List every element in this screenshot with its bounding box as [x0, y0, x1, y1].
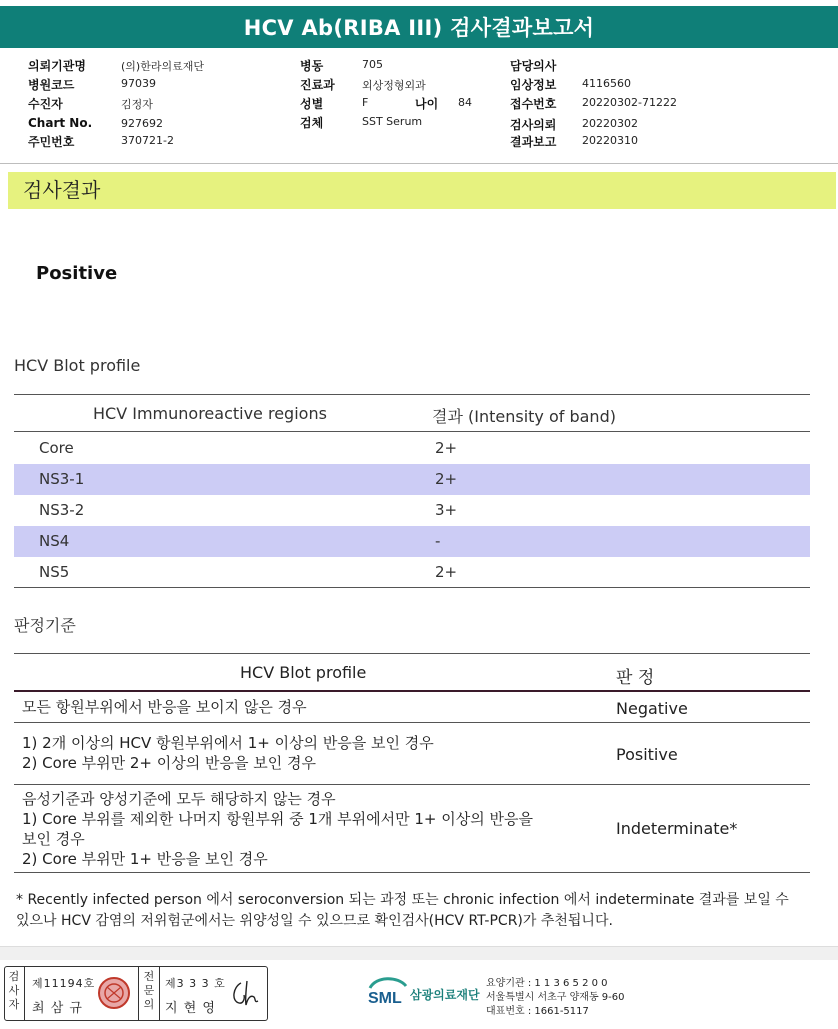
receipt-value: 20220302-71222	[582, 96, 677, 109]
result-section-banner: 검사결과	[8, 172, 836, 209]
chart-no-value: 927692	[121, 117, 163, 130]
doctor-label: 담당의사	[510, 59, 557, 73]
footer-divider	[0, 946, 838, 960]
dept-label: 진료과	[300, 78, 335, 92]
region-cell: NS5	[39, 563, 70, 581]
confirm-label: 전문의	[143, 970, 155, 1011]
specimen-value: SST Serum	[362, 115, 423, 128]
report-title: HCV Ab(RIBA III) 검사결과보고서	[0, 6, 838, 48]
criteria-line: 2) Core 부위만 2+ 이상의 반응을 보인 경우	[22, 754, 316, 772]
blot-profile-table	[14, 394, 810, 590]
confirm-name: 지 현 영	[165, 1001, 216, 1016]
examiner-seal-icon	[97, 975, 131, 1011]
hospital-code-value: 97039	[121, 77, 156, 90]
age-value: 84	[458, 96, 472, 109]
footnote	[16, 890, 816, 932]
report-date-value: 20220310	[582, 134, 638, 147]
request-date-label: 검사의뢰	[510, 118, 557, 132]
judgement-cell: Negative	[616, 699, 688, 718]
resident-no-label: 주민번호	[28, 135, 75, 149]
criteria-line: 1) Core 부위를 제외한 나머지 항원부위 중 1개 부위에서만 1+ 이상의 반응을	[22, 810, 533, 828]
blot-profile-title: HCV Blot profile	[14, 356, 141, 375]
handwritten-signature-icon	[227, 977, 263, 1011]
table-row	[14, 495, 810, 526]
table-row	[14, 526, 810, 557]
table-divider	[14, 690, 810, 692]
criteria-title: 판정기준	[14, 616, 76, 635]
specimen-label: 검체	[300, 116, 324, 130]
institution-label: 의뢰기관명	[28, 59, 86, 73]
divider	[138, 967, 139, 1020]
criteria-col-judgement: 판 정	[616, 668, 655, 688]
region-cell: NS3-2	[39, 501, 85, 519]
chart-no-label: Chart No.	[28, 116, 93, 130]
intensity-cell: 2+	[435, 563, 458, 581]
sml-logo-icon	[366, 972, 410, 1014]
table-row	[14, 433, 810, 464]
criteria-table	[14, 653, 810, 873]
age-label: 나이	[415, 97, 439, 111]
table-divider	[14, 872, 810, 873]
signature-box	[4, 966, 268, 1021]
report-date-label: 결과보고	[510, 135, 557, 149]
region-cell: Core	[39, 439, 74, 457]
judgement-cell: Positive	[616, 745, 678, 764]
request-date-value: 20220302	[582, 117, 638, 130]
result-value: Positive	[36, 263, 118, 284]
table-divider	[14, 653, 810, 654]
intensity-cell: 2+	[435, 439, 458, 457]
criteria-line: 1) 2개 이상의 HCV 항원부위에서 1+ 이상의 반응을 보인 경우	[22, 734, 434, 752]
ward-label: 병동	[300, 59, 324, 73]
criteria-col-profile: HCV Blot profile	[240, 663, 367, 682]
table-divider	[14, 784, 810, 785]
region-cell: NS3-1	[39, 470, 85, 488]
region-cell: NS4	[39, 532, 70, 550]
divider	[159, 967, 160, 1020]
divider	[24, 967, 25, 1020]
examiner-name: 최 삼 규	[32, 1001, 83, 1016]
institution-value: (의)한라의료재단	[121, 60, 204, 73]
footnote-line: * Recently infected person 에서 seroconversion 되는 과정 또는 chronic infection 에서 indeterminate 결과를 보일 수	[16, 892, 789, 908]
org-name: 삼광의료재단	[410, 988, 480, 1002]
org-license: 요양기관 : 1 1 3 6 5 2 0 0	[486, 978, 608, 989]
dept-value: 외상정형외과	[362, 79, 426, 92]
examiner-no: 제11194호	[32, 977, 96, 990]
patient-label: 수진자	[28, 97, 63, 111]
table-divider	[14, 722, 810, 723]
patient-value: 김정자	[121, 98, 153, 111]
table-row	[14, 464, 810, 495]
clinical-label: 임상정보	[510, 78, 557, 92]
receipt-label: 접수번호	[510, 97, 557, 111]
ward-value: 705	[362, 58, 383, 71]
resident-no-value: 370721-2	[121, 134, 174, 147]
sex-value: F	[362, 96, 369, 109]
examiner-label: 검사자	[8, 970, 20, 1011]
blot-col-intensity: 결과 (Intensity of band)	[432, 407, 616, 426]
table-row	[14, 557, 810, 588]
criteria-line: 2) Core 부위만 1+ 반응을 보인 경우	[22, 850, 268, 868]
blot-col-regions: HCV Immunoreactive regions	[93, 404, 327, 423]
footnote-line: 있으나 HCV 감염의 저위험군에서는 위양성일 수 있으므로 확인검사(HCV RT-PCR)가 추천됩니다.	[16, 913, 613, 929]
org-phone: 대표번호 : 1661-5117	[486, 1006, 589, 1017]
hospital-code-label: 병원코드	[28, 78, 75, 92]
intensity-cell: 3+	[435, 501, 458, 519]
judgement-cell: Indeterminate*	[616, 819, 738, 838]
logo-text: SML	[368, 990, 402, 1007]
patient-info-header	[0, 52, 838, 164]
confirm-no: 제3 3 3 호	[165, 977, 226, 990]
table-divider	[14, 587, 810, 588]
clinical-value: 4116560	[582, 77, 631, 90]
criteria-line: 음성기준과 양성기준에 모두 해당하지 않는 경우	[22, 790, 336, 808]
intensity-cell: 2+	[435, 470, 458, 488]
criteria-line: 모든 항원부위에서 반응을 보이지 않은 경우	[22, 698, 307, 716]
sex-label: 성별	[300, 97, 324, 111]
org-address: 서울특별시 서초구 양재동 9-60	[486, 992, 625, 1003]
blot-table-header	[14, 394, 810, 432]
intensity-cell: -	[435, 532, 441, 550]
criteria-line: 보인 경우	[22, 830, 85, 848]
